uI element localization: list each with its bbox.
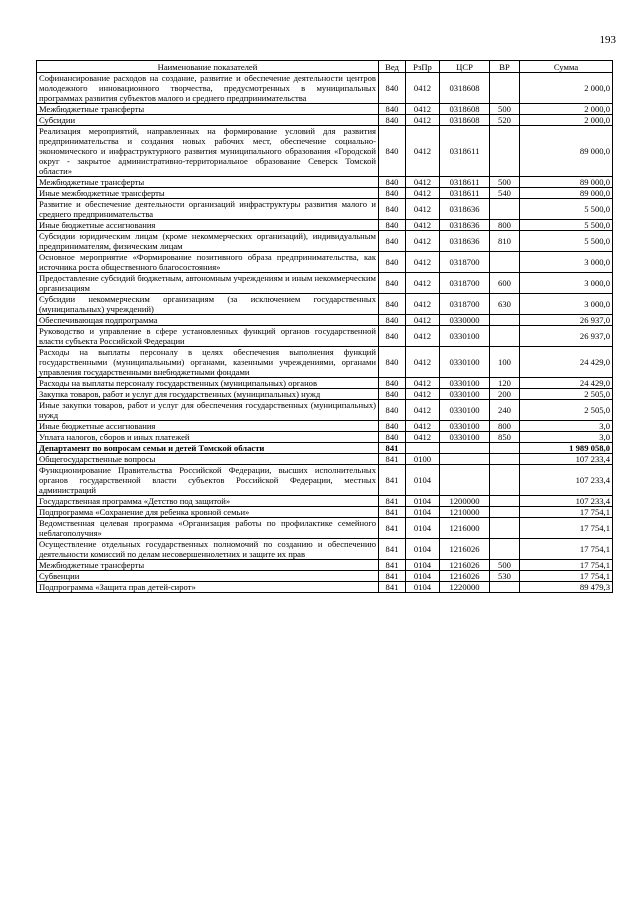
- table-row: [37, 443, 613, 454]
- cell-rzpr: 0412: [406, 199, 440, 220]
- table-row: [37, 188, 613, 199]
- header-ved: Вед: [379, 61, 406, 73]
- cell-vr: 850: [490, 432, 520, 443]
- cell-csr: 0330100: [440, 389, 490, 400]
- cell-rzpr: 0412: [406, 220, 440, 231]
- cell-csr: 0318636: [440, 231, 490, 252]
- cell-ved: 840: [379, 177, 406, 188]
- cell-rzpr: [406, 443, 440, 454]
- cell-csr: 0330100: [440, 378, 490, 389]
- cell-name: Общегосударственные вопросы: [37, 454, 379, 465]
- cell-vr: 500: [490, 104, 520, 115]
- cell-name: Государственная программа «Детство под защитой»: [37, 496, 379, 507]
- cell-vr: [490, 126, 520, 177]
- cell-vr: 200: [490, 389, 520, 400]
- cell-sum: 17 754,1: [520, 571, 613, 582]
- table-row: [37, 539, 613, 560]
- cell-csr: 0330100: [440, 347, 490, 378]
- cell-ved: 840: [379, 115, 406, 126]
- cell-csr: 0318636: [440, 199, 490, 220]
- cell-ved: 840: [379, 220, 406, 231]
- cell-ved: 840: [379, 432, 406, 443]
- cell-csr: [440, 454, 490, 465]
- cell-csr: 0330100: [440, 421, 490, 432]
- page-number: 193: [599, 34, 616, 46]
- cell-name: Департамент по вопросам семьи и детей Томской области: [37, 443, 379, 454]
- cell-ved: 840: [379, 326, 406, 347]
- cell-csr: 1216026: [440, 539, 490, 560]
- cell-rzpr: 0104: [406, 582, 440, 593]
- header-vr: ВР: [490, 61, 520, 73]
- cell-vr: [490, 315, 520, 326]
- cell-csr: 0318636: [440, 220, 490, 231]
- cell-csr: 1220000: [440, 582, 490, 593]
- cell-csr: 0318608: [440, 104, 490, 115]
- cell-ved: 840: [379, 104, 406, 115]
- cell-ved: 841: [379, 518, 406, 539]
- cell-rzpr: 0104: [406, 518, 440, 539]
- cell-sum: 2 000,0: [520, 73, 613, 104]
- cell-csr: 0318608: [440, 73, 490, 104]
- cell-ved: 840: [379, 273, 406, 294]
- cell-ved: 840: [379, 378, 406, 389]
- table-row: [37, 315, 613, 326]
- budget-table: [36, 60, 613, 593]
- cell-rzpr: 0104: [406, 560, 440, 571]
- cell-name: Ведомственная целевая программа «Организация работы по профилактике семейного неблагополучия»: [37, 518, 379, 539]
- cell-rzpr: 0412: [406, 378, 440, 389]
- cell-ved: 840: [379, 231, 406, 252]
- cell-csr: 1200000: [440, 496, 490, 507]
- cell-csr: 0318700: [440, 294, 490, 315]
- cell-sum: 2 000,0: [520, 115, 613, 126]
- cell-name: Подпрограмма «Защита прав детей-сирот»: [37, 582, 379, 593]
- cell-sum: 24 429,0: [520, 378, 613, 389]
- cell-sum: 2 505,0: [520, 400, 613, 421]
- cell-ved: 840: [379, 294, 406, 315]
- cell-ved: 841: [379, 582, 406, 593]
- cell-vr: [490, 199, 520, 220]
- table-row: [37, 421, 613, 432]
- header-name: Наименование показателей: [37, 61, 379, 73]
- cell-vr: [490, 518, 520, 539]
- cell-ved: 840: [379, 252, 406, 273]
- cell-vr: 530: [490, 571, 520, 582]
- cell-ved: 841: [379, 507, 406, 518]
- cell-name: Межбюджетные трансферты: [37, 560, 379, 571]
- cell-ved: 841: [379, 465, 406, 496]
- header-rzpr: РзПр: [406, 61, 440, 73]
- cell-sum: 26 937,0: [520, 315, 613, 326]
- cell-csr: 0330100: [440, 400, 490, 421]
- cell-vr: 800: [490, 421, 520, 432]
- cell-vr: 100: [490, 347, 520, 378]
- cell-name: Софинансирование расходов на создание, развитие и обеспечение деятельности центров молодежного инновационного творчества, предусмотренных в муниципальных программах развития субъектов малого и среднего предпринимательства: [37, 73, 379, 104]
- cell-vr: [490, 465, 520, 496]
- cell-rzpr: 0412: [406, 273, 440, 294]
- cell-sum: 24 429,0: [520, 347, 613, 378]
- cell-name: Функционирование Правительства Российской Федерации, высших исполнительных органов государственной власти субъектов Российской Федерации, местных администраций: [37, 465, 379, 496]
- cell-rzpr: 0412: [406, 347, 440, 378]
- cell-rzpr: 0412: [406, 115, 440, 126]
- cell-vr: 800: [490, 220, 520, 231]
- cell-ved: 841: [379, 443, 406, 454]
- cell-csr: 0318700: [440, 273, 490, 294]
- cell-ved: 840: [379, 126, 406, 177]
- cell-name: Межбюджетные трансферты: [37, 104, 379, 115]
- table-row: [37, 432, 613, 443]
- cell-sum: 107 233,4: [520, 496, 613, 507]
- table-header-row: [37, 61, 613, 73]
- cell-rzpr: 0412: [406, 421, 440, 432]
- cell-rzpr: 0412: [406, 73, 440, 104]
- cell-name: Субвенции: [37, 571, 379, 582]
- cell-rzpr: 0412: [406, 104, 440, 115]
- table-row: [37, 220, 613, 231]
- cell-csr: [440, 443, 490, 454]
- cell-vr: 500: [490, 560, 520, 571]
- cell-csr: 0318608: [440, 115, 490, 126]
- cell-csr: 1210000: [440, 507, 490, 518]
- cell-name: Подпрограмма «Сохранение для ребенка кровной семьи»: [37, 507, 379, 518]
- cell-name: Реализация мероприятий, направленных на формирование условий для развития предпринимательства и создания новых рабочих мест, обеспечение социально-экономического и инфраструктурного развития муниципального образования «Городской округ - закрытое административно-территориальное образование Северск Томской области»: [37, 126, 379, 177]
- cell-csr: 0318611: [440, 188, 490, 199]
- cell-sum: 89 000,0: [520, 188, 613, 199]
- table-row: [37, 400, 613, 421]
- cell-sum: 5 500,0: [520, 231, 613, 252]
- cell-vr: 810: [490, 231, 520, 252]
- cell-ved: 841: [379, 560, 406, 571]
- cell-sum: 17 754,1: [520, 518, 613, 539]
- cell-vr: [490, 496, 520, 507]
- cell-ved: 840: [379, 199, 406, 220]
- cell-rzpr: 0412: [406, 126, 440, 177]
- cell-rzpr: 0412: [406, 231, 440, 252]
- cell-rzpr: 0412: [406, 188, 440, 199]
- cell-name: Субсидии некоммерческим организациям (за исключением государственных (муниципальных) учреждений): [37, 294, 379, 315]
- cell-rzpr: 0412: [406, 326, 440, 347]
- header-csr: ЦСР: [440, 61, 490, 73]
- cell-sum: 3,0: [520, 432, 613, 443]
- table-row: [37, 560, 613, 571]
- cell-sum: 89 479,3: [520, 582, 613, 593]
- cell-name: Иные бюджетные ассигнования: [37, 220, 379, 231]
- cell-rzpr: 0104: [406, 539, 440, 560]
- table-row: [37, 378, 613, 389]
- cell-sum: 89 000,0: [520, 177, 613, 188]
- table-row: [37, 571, 613, 582]
- cell-rzpr: 0412: [406, 177, 440, 188]
- table-row: [37, 518, 613, 539]
- cell-name: Закупка товаров, работ и услуг для государственных (муниципальных) нужд: [37, 389, 379, 400]
- cell-sum: 107 233,4: [520, 454, 613, 465]
- cell-vr: [490, 326, 520, 347]
- cell-rzpr: 0412: [406, 400, 440, 421]
- cell-ved: 841: [379, 496, 406, 507]
- cell-ved: 840: [379, 347, 406, 378]
- cell-ved: 840: [379, 188, 406, 199]
- cell-vr: [490, 454, 520, 465]
- cell-vr: [490, 507, 520, 518]
- cell-sum: 89 000,0: [520, 126, 613, 177]
- cell-rzpr: 0104: [406, 496, 440, 507]
- table-row: [37, 465, 613, 496]
- cell-vr: 540: [490, 188, 520, 199]
- cell-vr: [490, 73, 520, 104]
- cell-name: Расходы на выплаты персоналу государственных (муниципальных) органов: [37, 378, 379, 389]
- cell-name: Обеспечивающая подпрограмма: [37, 315, 379, 326]
- cell-rzpr: 0104: [406, 507, 440, 518]
- header-sum: Сумма: [520, 61, 613, 73]
- cell-rzpr: 0412: [406, 315, 440, 326]
- cell-vr: [490, 252, 520, 273]
- cell-csr: 0330100: [440, 326, 490, 347]
- table-row: [37, 231, 613, 252]
- table-row: [37, 507, 613, 518]
- table-row: [37, 294, 613, 315]
- cell-name: Иные бюджетные ассигнования: [37, 421, 379, 432]
- cell-vr: [490, 539, 520, 560]
- table-row: [37, 177, 613, 188]
- cell-sum: 5 500,0: [520, 199, 613, 220]
- cell-csr: 0318611: [440, 126, 490, 177]
- cell-rzpr: 0104: [406, 571, 440, 582]
- cell-rzpr: 0100: [406, 454, 440, 465]
- cell-sum: 2 505,0: [520, 389, 613, 400]
- cell-ved: 841: [379, 539, 406, 560]
- cell-vr: 120: [490, 378, 520, 389]
- cell-name: Уплата налогов, сборов и иных платежей: [37, 432, 379, 443]
- cell-rzpr: 0412: [406, 252, 440, 273]
- table-row: [37, 126, 613, 177]
- cell-ved: 840: [379, 421, 406, 432]
- cell-vr: 630: [490, 294, 520, 315]
- table-row: [37, 104, 613, 115]
- cell-sum: 26 937,0: [520, 326, 613, 347]
- cell-name: Иные межбюджетные трансферты: [37, 188, 379, 199]
- cell-ved: 840: [379, 73, 406, 104]
- cell-name: Основное мероприятие «Формирование позитивного образа предпринимательства, как источника роста общественного благосостояния»: [37, 252, 379, 273]
- cell-ved: 841: [379, 454, 406, 465]
- table-row: [37, 389, 613, 400]
- table-row: [37, 347, 613, 378]
- cell-name: Субсидии: [37, 115, 379, 126]
- cell-csr: [440, 465, 490, 496]
- cell-rzpr: 0412: [406, 294, 440, 315]
- cell-sum: 17 754,1: [520, 560, 613, 571]
- cell-ved: 840: [379, 389, 406, 400]
- table-row: [37, 115, 613, 126]
- table-row: [37, 454, 613, 465]
- cell-csr: 0330100: [440, 432, 490, 443]
- table-row: [37, 273, 613, 294]
- cell-csr: 0318700: [440, 252, 490, 273]
- cell-ved: 840: [379, 315, 406, 326]
- cell-csr: 1216026: [440, 560, 490, 571]
- cell-vr: [490, 443, 520, 454]
- cell-ved: 841: [379, 571, 406, 582]
- cell-name: Межбюджетные трансферты: [37, 177, 379, 188]
- cell-name: Руководство и управление в сфере установленных функций органов государственной власти субъекта Российской Федерации: [37, 326, 379, 347]
- cell-csr: 0330000: [440, 315, 490, 326]
- cell-rzpr: 0412: [406, 432, 440, 443]
- cell-csr: 0318611: [440, 177, 490, 188]
- table-row: [37, 73, 613, 104]
- cell-sum: 1 989 058,0: [520, 443, 613, 454]
- cell-sum: 17 754,1: [520, 539, 613, 560]
- cell-sum: 107 233,4: [520, 465, 613, 496]
- cell-ved: 840: [379, 400, 406, 421]
- cell-name: Предоставление субсидий бюджетным, автономным учреждениям и иным некоммерческим организациям: [37, 273, 379, 294]
- cell-vr: 500: [490, 177, 520, 188]
- cell-name: Субсидии юридическим лицам (кроме некоммерческих организаций), индивидуальным предпринимателям, физическим лицам: [37, 231, 379, 252]
- table-row: [37, 199, 613, 220]
- cell-csr: 1216000: [440, 518, 490, 539]
- cell-sum: 3,0: [520, 421, 613, 432]
- cell-sum: 3 000,0: [520, 252, 613, 273]
- cell-rzpr: 0412: [406, 389, 440, 400]
- table-row: [37, 326, 613, 347]
- table-row: [37, 496, 613, 507]
- cell-vr: 240: [490, 400, 520, 421]
- cell-name: Развитие и обеспечение деятельности организаций инфраструктуры развития малого и среднего предпринимательства: [37, 199, 379, 220]
- cell-vr: 520: [490, 115, 520, 126]
- cell-vr: [490, 582, 520, 593]
- cell-vr: 600: [490, 273, 520, 294]
- cell-sum: 5 500,0: [520, 220, 613, 231]
- cell-sum: 2 000,0: [520, 104, 613, 115]
- cell-csr: 1216026: [440, 571, 490, 582]
- cell-name: Иные закупки товаров, работ и услуг для обеспечения государственных (муниципальных) нужд: [37, 400, 379, 421]
- cell-name: Расходы на выплаты персоналу в целях обеспечения выполнения функций государственными (муниципальными) органами, казенными учреждениями, органами управления государственными внебюджетными фондами: [37, 347, 379, 378]
- table-row: [37, 582, 613, 593]
- cell-name: Осуществление отдельных государственных полномочий по созданию и обеспечению деятельности комиссий по делам несовершеннолетних и защите их прав: [37, 539, 379, 560]
- cell-sum: 3 000,0: [520, 294, 613, 315]
- table-row: [37, 252, 613, 273]
- cell-rzpr: 0104: [406, 465, 440, 496]
- cell-sum: 17 754,1: [520, 507, 613, 518]
- cell-sum: 3 000,0: [520, 273, 613, 294]
